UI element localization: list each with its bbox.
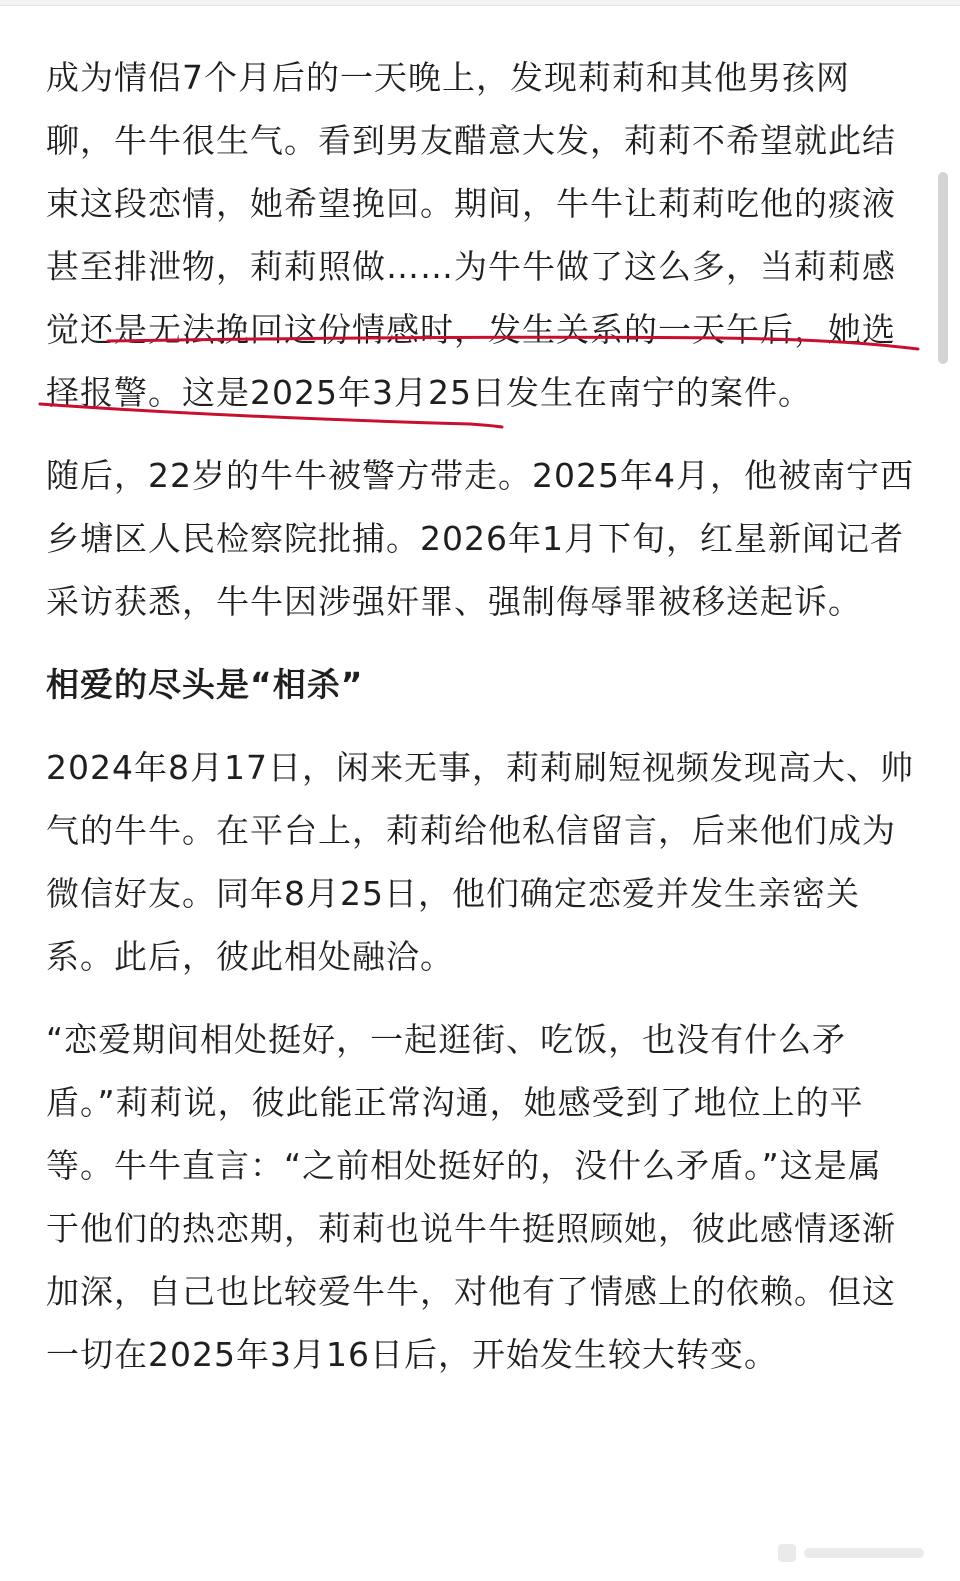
article-body: [46, 46, 914, 1406]
watermark-logo: [778, 1540, 928, 1566]
scrollbar-thumb[interactable]: [938, 172, 948, 364]
paragraph-3: 2024年8月17日，闲来无事，莉莉刷短视频发现高大、帅气的牛牛。在平台上，莉莉给他私信留言，后来他们成为微信好友。同年8月25日，他们确定恋爱并发生亲密关系。此后，彼此相处融洽。: [46, 748, 914, 976]
paragraph-1: 成为情侣7个月后的一天晚上，发现莉莉和其他男孩网聊，牛牛很生气。看到男友醋意大发，莉莉不希望就此结束这段恋情，她希望挽回。期间，牛牛让莉莉吃他的痰液甚至排泄物，莉莉照做……为牛牛做了这么多，当莉莉感觉还是无法挽回这份情感时，发生关系的一天午后，她选择报警。这是2025年3月25日发生在南宁的案件。: [46, 58, 896, 412]
top-edge: [0, 0, 960, 6]
paragraph-4: “恋爱期间相处挺好，一起逛街、吃饭，也没有什么矛盾。”莉莉说，彼此能正常沟通，她感受到了地位上的平等。牛牛直言：“之前相处挺好的，没什么矛盾。”这是属于他们的热恋期，莉莉也说牛牛挺照顾她，彼此感情逐渐加深，自己也比较爱牛牛，对他有了情感上的依赖。但这一切在2025年3月16日后，开始发生较大转变。: [46, 1020, 896, 1374]
section-heading: 相爱的尽头是“相杀”: [46, 665, 364, 704]
paragraph-2: 随后，22岁的牛牛被警方带走。2025年4月，他被南宁西乡塘区人民检察院批捕。2026年1月下旬，红星新闻记者采访获悉，牛牛因涉强奸罪、强制侮辱罪被移送起诉。: [46, 456, 914, 621]
